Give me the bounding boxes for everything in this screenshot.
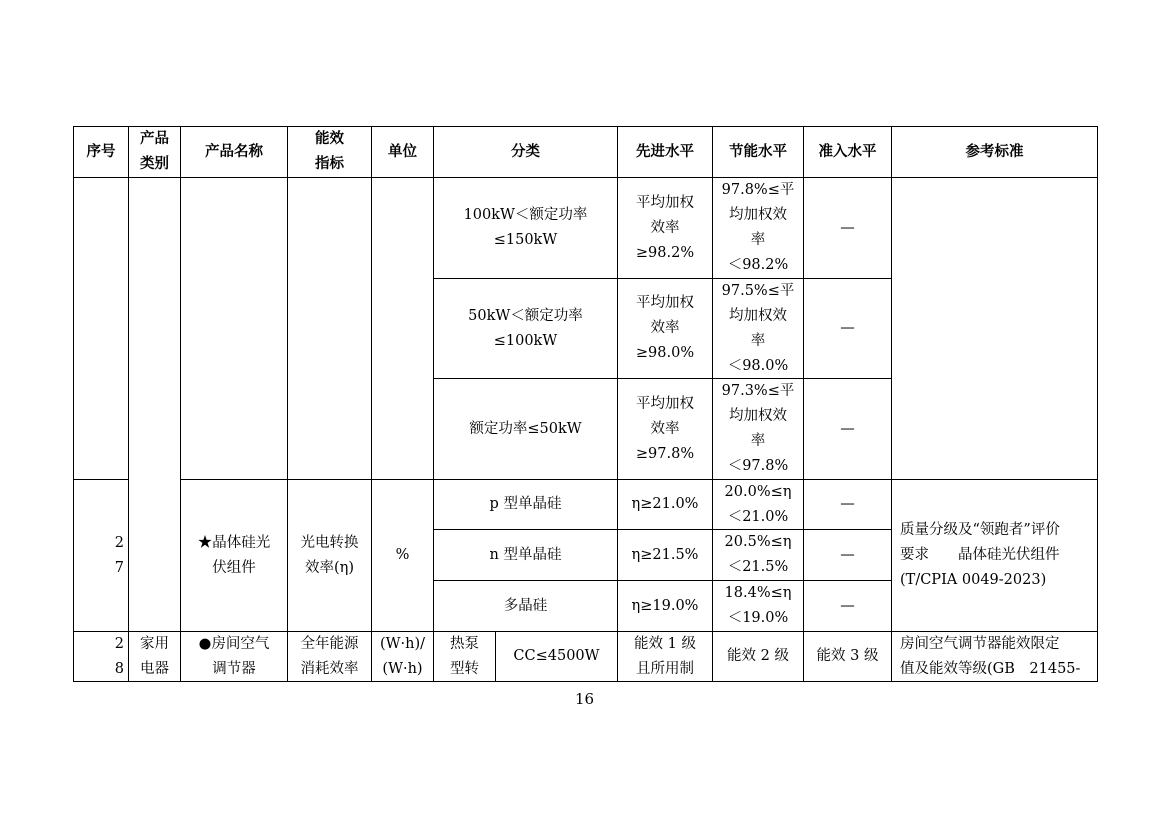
row28-access: 能效 3 级 xyxy=(803,631,892,682)
row26-class-1: 100kW＜额定功率 ≤150kW xyxy=(433,177,618,279)
row27-advanced-3: η≥19.0% xyxy=(617,580,713,632)
row26-advanced-1: 平均加权 效率 ≥98.2% xyxy=(617,177,713,279)
row27-saving-2: 20.5%≤η ＜21.5% xyxy=(712,529,804,581)
row28-saving: 能效 2 级 xyxy=(712,631,804,682)
row28-unit: (W·h)/ (W·h) xyxy=(371,631,434,682)
header-product: 产品名称 xyxy=(180,126,288,178)
row26-advanced-2: 平均加权 效率 ≥98.0% xyxy=(617,278,713,379)
row28-category: 家用 电器 xyxy=(128,631,181,682)
row27-reference: 质量分级及“领跑者”评价 要求 晶体硅光伏组件 (T/CPIA 0049-2023) xyxy=(891,479,1098,632)
row28-product: ●房间空气 调节器 xyxy=(180,631,288,682)
row27-saving-1: 20.0%≤η ＜21.0% xyxy=(712,479,804,530)
row26-product xyxy=(180,177,288,480)
row27-advanced-1: η≥21.0% xyxy=(617,479,713,530)
row27-access-3: — xyxy=(803,580,892,632)
row28-reference: 房间空气调节器能效限定 值及能效等级(GB 21455- xyxy=(891,631,1098,682)
header-indicator: 能效 指标 xyxy=(287,126,372,178)
page-number: 16 xyxy=(574,690,595,708)
row27-class-1: p 型单晶硅 xyxy=(433,479,618,530)
header-category: 产品 类别 xyxy=(128,126,181,178)
row26-advanced-3: 平均加权 效率 ≥97.8% xyxy=(617,378,713,480)
row26-class-3: 额定功率≤50kW xyxy=(433,378,618,480)
row26-seq xyxy=(73,177,129,480)
row26-class-2: 50kW＜额定功率 ≤100kW xyxy=(433,278,618,379)
row27-advanced-2: η≥21.5% xyxy=(617,529,713,581)
row26-reference xyxy=(891,177,1098,480)
row27-class-3: 多晶硅 xyxy=(433,580,618,632)
row27-indicator: 光电转换 效率(η) xyxy=(287,479,372,632)
row27-seq: 2 7 xyxy=(73,479,129,632)
row28-class-b: CC≤4500W xyxy=(495,631,618,682)
row26-saving-3: 97.3%≤平 均加权效 率 ＜97.8% xyxy=(712,378,804,480)
row26-access-1: — xyxy=(803,177,892,279)
row28-advanced: 能效 1 级 且所用制 xyxy=(617,631,713,682)
row27-unit: % xyxy=(371,479,434,632)
row27-access-2: — xyxy=(803,529,892,581)
header-access: 准入水平 xyxy=(803,126,892,178)
header-saving: 节能水平 xyxy=(712,126,804,178)
row26-access-3: — xyxy=(803,378,892,480)
row26-access-2: — xyxy=(803,278,892,379)
row26-unit xyxy=(371,177,434,480)
row28-seq: 2 8 xyxy=(73,631,129,682)
header-classification: 分类 xyxy=(433,126,618,178)
row26-indicator xyxy=(287,177,372,480)
header-advanced: 先进水平 xyxy=(617,126,713,178)
header-seq: 序号 xyxy=(73,126,129,178)
row28-class-a: 热泵 型转 xyxy=(433,631,496,682)
row28-indicator: 全年能源 消耗效率 xyxy=(287,631,372,682)
row26-27-category xyxy=(128,177,181,632)
row26-saving-2: 97.5%≤平 均加权效 率 ＜98.0% xyxy=(712,278,804,379)
row27-saving-3: 18.4%≤η ＜19.0% xyxy=(712,580,804,632)
row27-access-1: — xyxy=(803,479,892,530)
header-reference: 参考标准 xyxy=(891,126,1098,178)
row26-saving-1: 97.8%≤平 均加权效 率 ＜98.2% xyxy=(712,177,804,279)
row27-product: ★晶体硅光 伏组件 xyxy=(180,479,288,632)
header-unit: 单位 xyxy=(371,126,434,178)
row27-class-2: n 型单晶硅 xyxy=(433,529,618,581)
